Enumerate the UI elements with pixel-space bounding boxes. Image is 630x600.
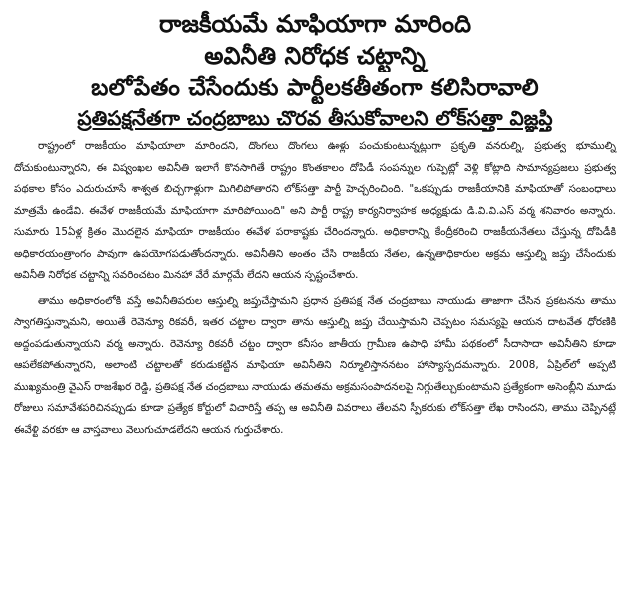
headline-line-3: బలోపేతం చేసేందుకు పార్టీలకతీతంగా కలిసిరావాలి: [91, 75, 539, 101]
article-paragraph-1: రాష్ట్రంలో రాజకీయం మాఫియాలా మారిందని, దొంగలు దొంగలు ఊళ్లు పంచుకుంటున్నట్లుగా ప్రకృతి వనరుల్ని, ప్రభుత్వ భూముల్ని దోచుకుంటున్నారని, ఈ విష్వంఖల అవినీతి ఇలాగే కొనసాగితే రాష్ట్రం కొంతకాలం దోపిడీ సంపన్నుల గుప్పెట్లో వెళ్లి కోట్లాది సామాన్యప్రజలు ప్రభుత్వ పథకాల కోసం ఎదురుచూసే శాశ్వత బిచ్చగాళ్లుగా మిగిలిపోతారని లోక్‌సత్తా పార్టీ హెచ్చరించింది. "ఒకప్పుడు రాజకీయానికి మాఫియాతో సంబంధాలు మాత్రమే ఉండేవి. ఈవేళ రాజకీయమే మాఫియాగా మారిపోయింది" అని పార్టీ రాష్ట్ర కార్యనిర్వాహక అధ్యక్షుడు డి.వి.వి.ఎస్ వర్మ శనివారం అన్నారు. సుమారు 15ఏళ్ల క్రితం మొదలైన మాఫియా రాజకీయం ఈవేళ పరాకాష్టకు చేరిందన్నారు. అధికారాన్ని కేంద్రీకరించి రాజకీయనేతలు చేస్తున్న దోపిడీకి అధికారయంత్రాంగం పావుగా ఉపయోగపడుతోందన్నారు. అవినీతిని అంతం చేసి రాజకీయ నేతల, ఉన్నతాధికారుల అక్రమ ఆస్తుల్ని జప్తు చేసేందుకు అవినీతి నిరోధక చట్టాన్ని సవరించటం మినహా వేరే మార్గమే లేదని ఆయన స్పష్టంచేశారు.: [14, 140, 616, 281]
headline-line-2: అవినీతి నిరోధక చట్టాన్ని: [204, 42, 426, 70]
article-body: [14, 136, 616, 441]
subheadline: ప్రతిపక్షనేతగా చంద్రబాబు చొరవ తీసుకోవాలని లోక్‌సత్తా విజ్ఞప్తి: [77, 106, 553, 130]
headline-line-1: రాజకీయమే మాఫియాగా మారింది: [158, 10, 472, 38]
article-paragraph-2: తాము అధికారంలోకి వస్తే అవినీతిపరుల ఆస్తుల్ని జప్తుచేస్తామని ప్రధాన ప్రతిపక్ష నేత చంద్రబాబు నాయుడు తాజాగా చేసిన ప్రకటనను తాము స్వాగతిస్తున్నామని, అయితే రెవెన్యూ రికవరీ, ఇతర చట్టాల ద్వారా తాను ఆస్తుల్ని జప్తు చేయిస్తామని చెప్పటం సమస్యపై ఆయన దాటవేత ధోరణికి అద్దంపడుతున్నాయని వర్మ అన్నారు. రెవెన్యూ రికవరీ చట్టం ద్వారా కనీసం జాతీయ గ్రామీణ ఉపాధి హామీ పథకంలో సీదాసాదా అవినీతిని కూడా ఆపలేకపోతున్నారని, అలాంటి చట్టాలతో కరుడుకట్టిన మాఫియా అవినీతిని నిర్మూలిస్తాననటం హాస్యాస్పదమన్నారు. 2008, ఏప్రిల్‌లో అప్పటి ముఖ్యమంత్రి వైఎస్ రాజశేఖర రెడ్డి, ప్రతిపక్ష నేత చంద్రబాబు నాయుడు తమతమ అక్రమసంపాదనలపై నిగ్గుతేల్చుకుంటామని ప్రత్యేకంగా అసెంబ్లీని మూడు రోజులు సమావేశపరిచినప్పుడు కూడా ప్రత్యేక కోర్టులో విచారిస్తే తప్ప ఆ అవినీతి వివరాలు తేలవని స్పీకరుకు లోక్‌సత్తా లేఖ రాసిందని, తాము చెప్పినట్లే ఈవేళ్టి వరకూ ఆ వాస్తవాలు వెలుగుచూడలేదని ఆయన గుర్తుచేశారు.: [14, 294, 616, 436]
